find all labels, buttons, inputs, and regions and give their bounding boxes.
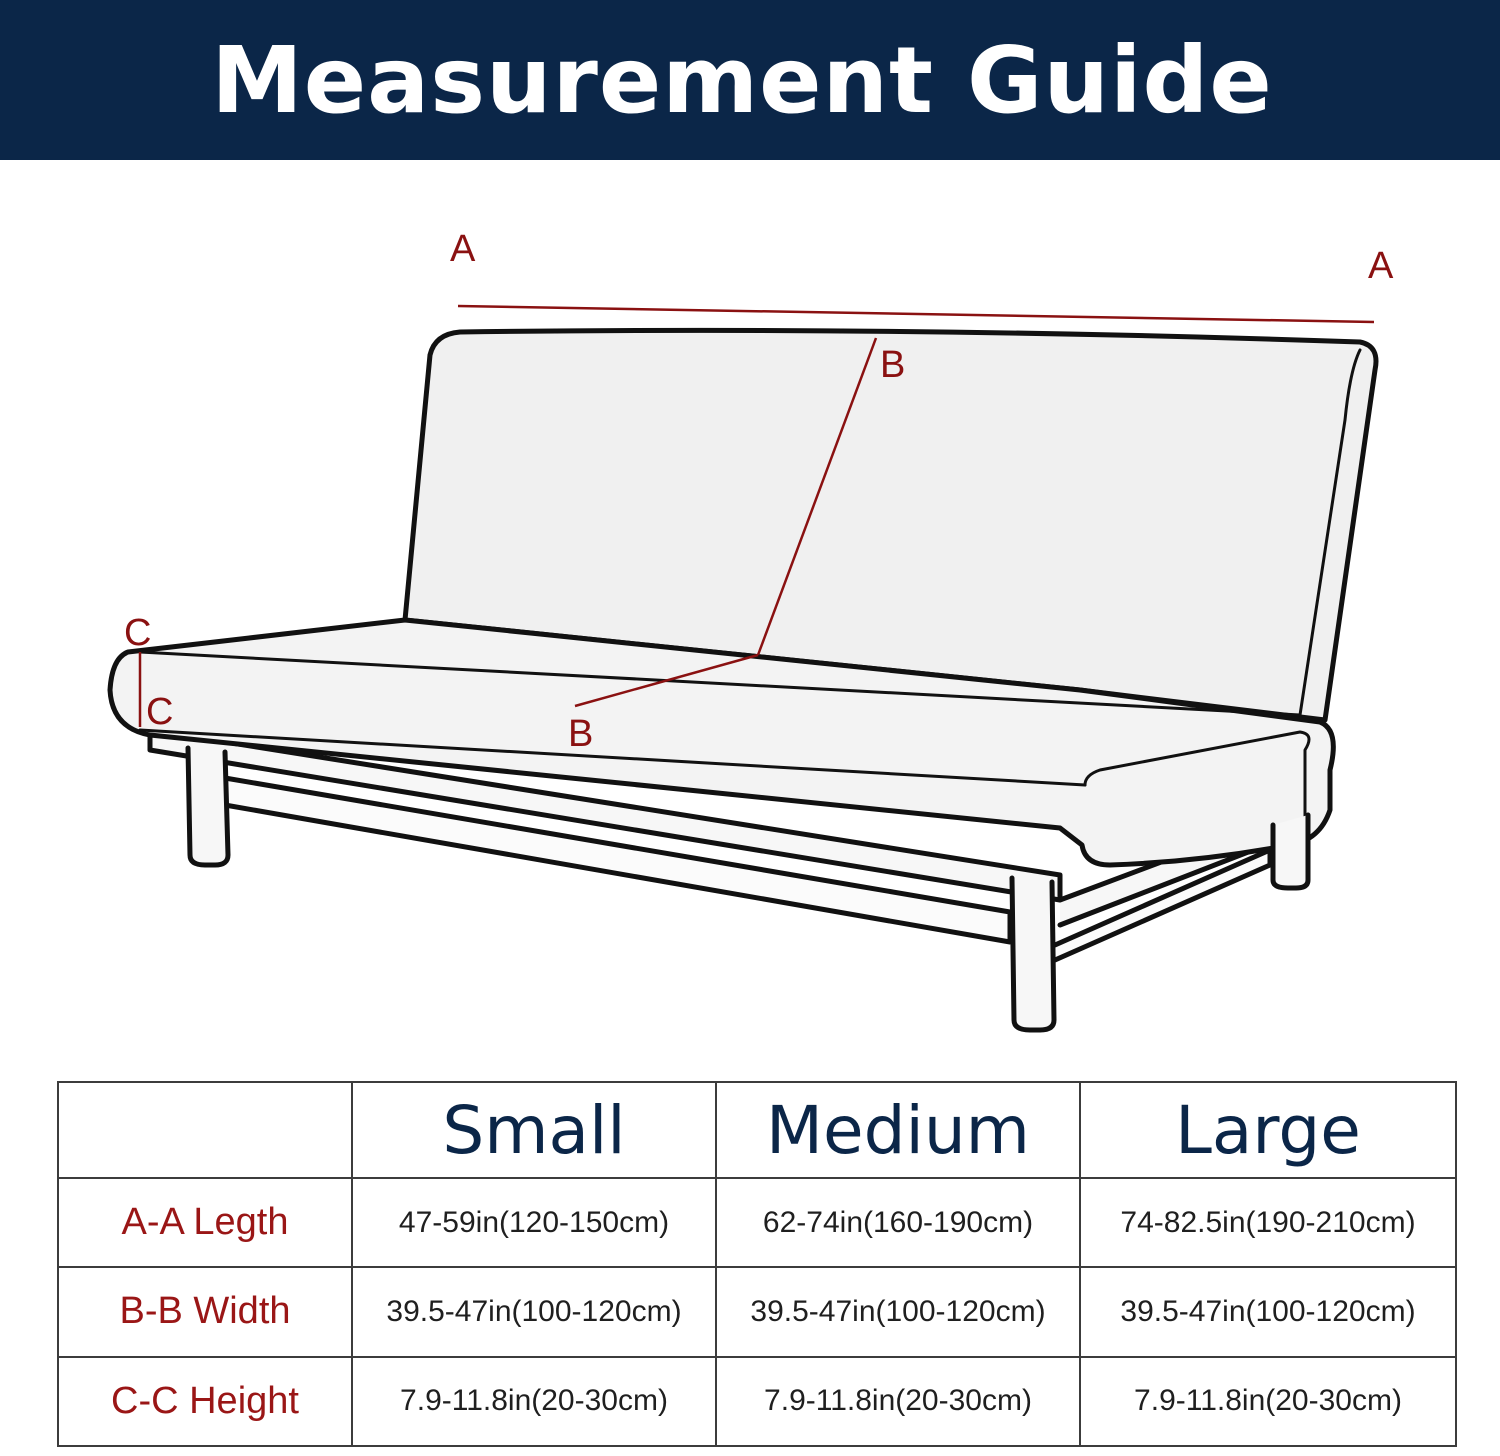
a-left-label: A <box>450 228 476 270</box>
sofa-diagram <box>0 160 1500 1060</box>
b-top-label: B <box>880 344 906 386</box>
table-header-row <box>58 1082 1456 1178</box>
cell-value: 39.5-47in(100-120cm) <box>352 1267 716 1356</box>
b-bottom-label: B <box>568 713 594 755</box>
leg-front-left <box>188 748 228 865</box>
cell-value: 47-59in(120-150cm) <box>352 1178 716 1267</box>
table-row <box>58 1178 1456 1267</box>
header-banner <box>0 0 1500 160</box>
row-label-width: B-B Width <box>58 1267 352 1356</box>
column-large: Large <box>1080 1082 1456 1178</box>
cell-value: 7.9-11.8in(20-30cm) <box>352 1357 716 1446</box>
size-chart-table <box>57 1081 1457 1447</box>
a-dimension-line <box>458 306 1374 322</box>
cell-value: 62-74in(160-190cm) <box>716 1178 1080 1267</box>
corner-cell <box>58 1082 352 1178</box>
sofa-illustration <box>0 160 1500 1060</box>
table-row <box>58 1267 1456 1356</box>
column-small: Small <box>352 1082 716 1178</box>
c-top-label: C <box>124 612 152 654</box>
cell-value: 39.5-47in(100-120cm) <box>1080 1267 1456 1356</box>
column-medium: Medium <box>716 1082 1080 1178</box>
leg-back-right <box>1273 815 1308 888</box>
a-right-label: A <box>1368 245 1394 287</box>
leg-front-right <box>1012 878 1054 1030</box>
cell-value: 7.9-11.8in(20-30cm) <box>716 1357 1080 1446</box>
c-bottom-label: C <box>146 691 174 733</box>
table-row <box>58 1357 1456 1446</box>
cell-value: 74-82.5in(190-210cm) <box>1080 1178 1456 1267</box>
page-title: Measurement Guide <box>211 26 1273 134</box>
row-label-length: A-A Legth <box>58 1178 352 1267</box>
cell-value: 7.9-11.8in(20-30cm) <box>1080 1357 1456 1446</box>
cell-value: 39.5-47in(100-120cm) <box>716 1267 1080 1356</box>
row-label-height: C-C Height <box>58 1357 352 1446</box>
